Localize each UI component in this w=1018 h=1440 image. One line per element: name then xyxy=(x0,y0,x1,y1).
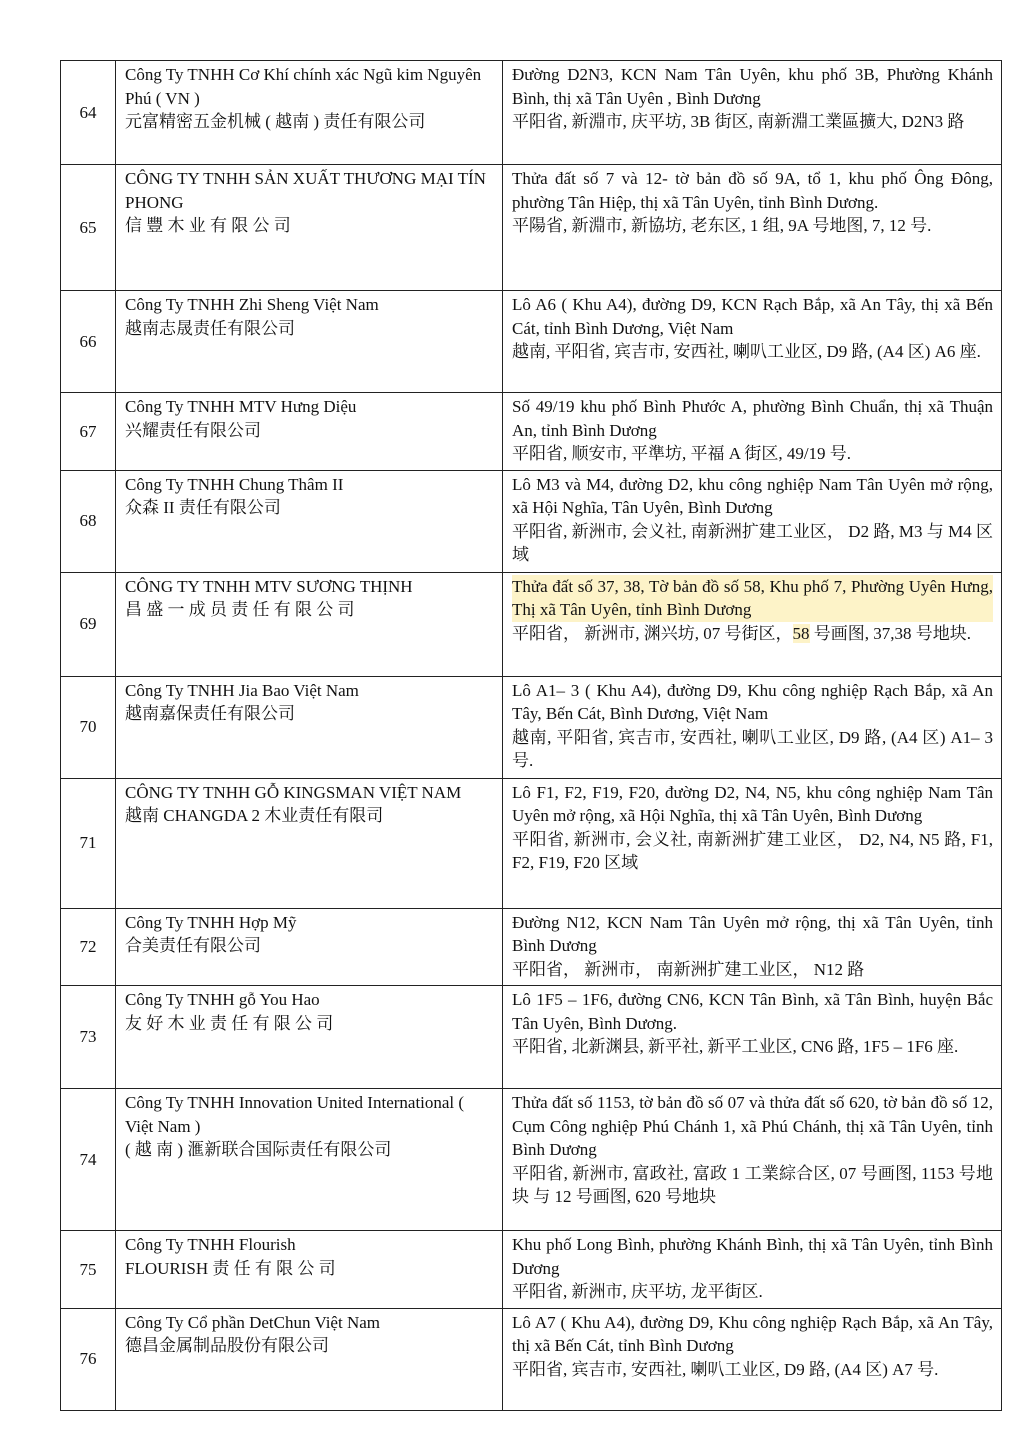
company-name-cell xyxy=(116,986,503,1089)
address-cell xyxy=(503,393,1002,471)
company-name-zh: 德昌金属制品股份有限公司 xyxy=(125,1336,329,1355)
row-number: 74 xyxy=(61,1089,116,1231)
row-number: 73 xyxy=(61,986,116,1089)
address-cell xyxy=(503,1231,1002,1309)
company-name-cell xyxy=(116,1231,503,1309)
company-name-zh: ( 越 南 ) 滙新联合国际责任有限公司 xyxy=(125,1140,392,1159)
company-name-cell xyxy=(116,165,503,291)
address-zh: 越南, 平阳省, 宾吉市, 安西社, 喇叭工业区, D9 路, (A4 区) A6 座. xyxy=(512,342,981,361)
company-name-cell xyxy=(116,61,503,165)
row-number: 68 xyxy=(61,470,116,572)
row-number: 76 xyxy=(61,1308,116,1410)
table-row xyxy=(61,1231,1002,1309)
address-cell xyxy=(503,291,1002,393)
table-row xyxy=(61,1089,1002,1231)
address-zh: 越南, 平阳省, 宾吉市, 安西社, 喇叭工业区, D9 路, (A4 区) A1– 3 号. xyxy=(512,727,993,770)
table-row xyxy=(61,986,1002,1089)
address-zh: 平阳省, 新洲市, 庆平坊, 龙平街区. xyxy=(512,1282,763,1301)
address-cell xyxy=(503,470,1002,572)
address-cell xyxy=(503,676,1002,778)
address-zh: 平阳省， 新洲市， 南新洲扩建工业区， N12 路 xyxy=(512,959,865,979)
company-name-cell xyxy=(116,470,503,572)
address-vi: Thửa đất số 1153, tờ bản đồ số 07 và thửa đất số 620, tờ bản đồ số 12, Cụm Công nghiệp Phú Chánh 1, xã Phú Chánh, thị xã Tân Uyên, tỉnh Bình Dương xyxy=(512,1093,993,1159)
address-zh: 平阳省, 新淵市, 庆平坊, 3B 街区, 南新淵工業區擴大, D2N3 路 xyxy=(512,112,965,131)
company-name-zh: 昌 盛 一 成 员 责 任 有 限 公 司 xyxy=(125,600,355,619)
company-name-vi: Công Ty TNHH Hợp Mỹ xyxy=(125,912,297,932)
address-cell xyxy=(503,165,1002,291)
company-name-zh: 越南 CHANGDA 2 木业责任有限司 xyxy=(125,806,384,825)
table-row xyxy=(61,778,1002,908)
address-vi: Lô A6 ( Khu A4), đường D9, KCN Rạch Bắp, xã An Tây, thị xã Bến Cát, tỉnh Bình Dương, Việt Nam xyxy=(512,295,993,338)
table-row xyxy=(61,470,1002,572)
table-row xyxy=(61,393,1002,471)
address-vi: Đường D2N3, KCN Nam Tân Uyên, khu phố 3B, Phường Khánh Bình, thị xã Tân Uyên , Bình Dương xyxy=(512,65,993,108)
company-name-cell xyxy=(116,676,503,778)
company-name-vi: Công Ty TNHH gỗ You Hao xyxy=(125,990,320,1009)
company-name-vi: Công Ty Cổ phần DetChun Việt Nam xyxy=(125,1312,380,1332)
address-cell xyxy=(503,61,1002,165)
company-name-cell xyxy=(116,572,503,676)
company-name-zh: 合美责任有限公司 xyxy=(125,936,261,955)
address-zh-part: 平阳省， 新洲市, 渊兴坊, 07 号街区， xyxy=(512,623,793,643)
address-vi: Khu phố Long Bình, phường Khánh Bình, thị xã Tân Uyên, tỉnh Bình Dương xyxy=(512,1235,993,1278)
row-number: 75 xyxy=(61,1231,116,1309)
company-name-zh: 越南志晟责任有限公司 xyxy=(125,318,295,338)
row-number: 64 xyxy=(61,61,116,165)
company-name-zh: 信 豐 木 业 有 限 公 司 xyxy=(125,216,291,235)
address-zh: 平阳省, 新洲市, 会义社, 南新洲扩建工业区， D2, N4, N5 路, F1, F2, F19, F20 区域 xyxy=(512,829,993,872)
company-name-cell xyxy=(116,393,503,471)
company-name-zh: 友 好 木 业 责 任 有 限 公 司 xyxy=(125,1013,334,1033)
company-name-vi: Công Ty TNHH Innovation United International ( Việt Nam ) xyxy=(125,1093,465,1136)
address-zh-part: 号画图, 37,38 号地块. xyxy=(809,623,971,643)
row-number: 72 xyxy=(61,908,116,986)
company-name-vi: Công Ty TNHH Jia Bao Việt Nam xyxy=(125,680,359,700)
address-vi: Thửa đất số 7 và 12- tờ bản đồ số 9A, tổ 1, khu phố Ông Đông, phường Tân Hiệp, thị xã Tân Uyên, tỉnh Bình Dương. xyxy=(512,169,993,212)
table-row xyxy=(61,165,1002,291)
address-zh xyxy=(512,622,993,646)
address-vi: Lô A1– 3 ( Khu A4), đường D9, Khu công nghiệp Rạch Bắp, xã An Tây, Bến Cát, Bình Dương, Việt Nam xyxy=(512,680,993,723)
row-number: 66 xyxy=(61,291,116,393)
address-vi: Lô F1, F2, F19, F20, đường D2, N4, N5, khu công nghiệp Nam Tân Uyên mở rộng, xã Hội Nghĩa, thị xã Tân Uyên, Bình Dương xyxy=(512,782,993,825)
company-name-vi: Công Ty TNHH Cơ Khí chính xác Ngũ kim Nguyên Phú ( VN ) xyxy=(125,65,482,108)
address-vi: Lô 1F5 – 1F6, đường CN6, KCN Tân Bình, xã Tân Bình, huyện Bắc Tân Uyên, Bình Dương. xyxy=(512,990,993,1033)
company-name-cell xyxy=(116,778,503,908)
row-number: 71 xyxy=(61,778,116,908)
company-name-zh: 元富精密五金机械 ( 越南 ) 责任有限公司 xyxy=(125,112,426,131)
company-name-vi: Công Ty TNHH Chung Thâm II xyxy=(125,474,344,494)
address-zh: 平阳省, 顺安市, 平準坊, 平福 A 街区, 49/19 号. xyxy=(512,444,852,463)
table-row xyxy=(61,908,1002,986)
address-vi: Lô A7 ( Khu A4), đường D9, Khu công nghiệp Rạch Bắp, xã An Tây, thị xã Bến Cát, tỉnh Bình Dương xyxy=(512,1312,993,1355)
address-zh-highlight: 58 xyxy=(792,623,810,643)
company-name-vi: CÔNG TY TNHH MTV SƯƠNG THỊNH xyxy=(125,576,413,596)
table-row xyxy=(61,676,1002,778)
company-name-vi: Công Ty TNHH Flourish xyxy=(125,1235,296,1254)
row-number: 67 xyxy=(61,393,116,471)
address-zh: 平阳省, 新洲市, 富政社, 富政 1 工業綜合区, 07 号画图, 1153 号地块 与 12 号画图, 620 号地块 xyxy=(512,1163,993,1206)
address-vi: Số 49/19 khu phố Bình Phước A, phường Bình Chuẩn, thị xã Thuận An, tỉnh Bình Dương xyxy=(512,397,993,440)
company-name-cell xyxy=(116,1089,503,1231)
company-name-vi: CÔNG TY TNHH SẢN XUẤT THƯƠNG MẠI TÍN PHONG xyxy=(125,169,486,212)
row-number: 69 xyxy=(61,572,116,676)
row-number: 65 xyxy=(61,165,116,291)
address-cell xyxy=(503,986,1002,1089)
company-name-zh: FLOURISH 责 任 有 限 公 司 xyxy=(125,1258,336,1278)
address-zh: 平阳省, 北新渊县, 新平社, 新平工业区, CN6 路, 1F5 – 1F6 座. xyxy=(512,1037,959,1056)
address-zh: 平阳省, 新洲市, 会义社, 南新洲扩建工业区， D2 路, M3 与 M4 区域 xyxy=(512,521,993,564)
company-table xyxy=(60,60,1002,1411)
address-vi: Đường N12, KCN Nam Tân Uyên mở rộng, thị xã Tân Uyên, tỉnh Bình Dương xyxy=(512,912,993,955)
address-vi-highlighted: Thửa đất số 37, 38, Tờ bản đồ số 58, Khu phố 7, Phường Uyên Hưng, Thị xã Tân Uyên, tỉnh Bình Dương xyxy=(512,575,993,622)
company-name-vi: CÔNG TY TNHH GỖ KINGSMAN VIỆT NAM xyxy=(125,782,462,802)
company-name-zh: 兴耀责任有限公司 xyxy=(125,420,261,440)
address-cell xyxy=(503,778,1002,908)
table-row xyxy=(61,61,1002,165)
company-name-cell xyxy=(116,908,503,986)
address-cell xyxy=(503,1308,1002,1410)
address-vi: Lô M3 và M4, đường D2, khu công nghiệp Nam Tân Uyên mở rộng, xã Hội Nghĩa, Tân Uyên, Bình Dương xyxy=(512,474,993,517)
address-cell xyxy=(503,1089,1002,1231)
company-name-cell xyxy=(116,291,503,393)
company-name-cell xyxy=(116,1308,503,1410)
table-row xyxy=(61,572,1002,676)
table-row xyxy=(61,1308,1002,1410)
company-name-vi: Công Ty TNHH Zhi Sheng Việt Nam xyxy=(125,295,379,314)
address-cell xyxy=(503,572,1002,676)
table-row xyxy=(61,291,1002,393)
address-cell xyxy=(503,908,1002,986)
row-number: 70 xyxy=(61,676,116,778)
company-name-zh: 越南嘉保责任有限公司 xyxy=(125,704,295,723)
company-name-vi: Công Ty TNHH MTV Hưng Diệu xyxy=(125,397,357,416)
address-zh: 平陽省, 新淵市, 新協坊, 老东区, 1 组, 9A 号地图, 7, 12 号. xyxy=(512,216,932,235)
company-name-zh: 众森 II 责任有限公司 xyxy=(125,498,281,517)
address-zh: 平阳省, 宾吉市, 安西社, 喇叭工业区, D9 路, (A4 区) A7 号. xyxy=(512,1359,939,1379)
